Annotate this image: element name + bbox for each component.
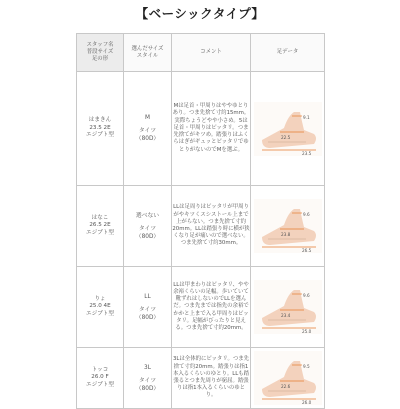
- measure-label: 9.5: [302, 364, 310, 369]
- header-size-style: 選んだサイズ スタイル: [124, 34, 172, 72]
- style-label: タイツ （80D）: [135, 128, 160, 142]
- header-comment: コメント: [172, 34, 251, 72]
- foot-measure-photo: [254, 102, 322, 156]
- size-cell: [124, 72, 172, 186]
- comment-cell: LLは甲まわりはピッタリ、やや余裕くらいの足幅。歩いていて靴ずれはしないのでLLを選んだ。つま先までは指先の余裕でかかと上まで入る甲周りはピッタリ。足幅がびったりと見える。つま先捨て寸約20mm。: [172, 267, 251, 348]
- style-label: タイツ （80D）: [135, 306, 160, 321]
- measure-label: 23.5: [301, 150, 311, 156]
- staff-cell: りょ 25.0 4E エジプト型: [77, 267, 124, 348]
- size-cell: [124, 267, 172, 348]
- measure-label: 9.1: [302, 114, 310, 120]
- header-foot-data: 足データ: [251, 34, 325, 72]
- measure-label: 23.4: [280, 313, 290, 318]
- measure-label: 23.8: [280, 232, 290, 237]
- table-row: [77, 267, 325, 348]
- comment-cell: 3Lは全体的にピッタリ。つま先捨て寸約20mm。踏張りは指1本入るくらいのゆとり。LLも踏張るとつま先周りが窮屈。踏張りは指1本入るくらいのゆとり。: [172, 348, 251, 409]
- measure-label: 9.6: [302, 212, 310, 217]
- size-comparison-table: [76, 33, 325, 409]
- foot-photo-cell: [251, 267, 325, 348]
- chosen-size: M: [144, 115, 150, 121]
- page-title: 【ベーシックタイプ】: [135, 6, 265, 21]
- style-label: タイツ （80D）: [135, 225, 160, 240]
- measure-label: 25.0: [301, 329, 311, 334]
- style-label: タイツ （80D）: [135, 377, 160, 392]
- chosen-size: 3L: [144, 364, 151, 371]
- size-cell: [124, 186, 172, 267]
- foot-measure-photo: [254, 351, 322, 405]
- foot-measure-photo: [254, 280, 322, 334]
- staff-cell: トッコ 26.0 F エジプト型: [77, 348, 124, 409]
- measure-label: 9.6: [302, 293, 310, 298]
- header-staff: スタッフ名 普段サイズ 足の形: [77, 34, 124, 72]
- table-row: [77, 72, 325, 186]
- size-cell: [124, 348, 172, 409]
- measure-label: 26.0: [301, 400, 311, 405]
- comment-cell: LLは足周りはピッタリが甲周りがやキツくスシストール上まで上がらない。つま先捨て寸約20mm。LLは踏張り時に横が狭くなり足が痛いので選べない。つま先捨て寸約30mm。: [172, 186, 251, 267]
- chosen-size: LL: [144, 293, 151, 300]
- foot-photo-cell: [251, 348, 325, 409]
- chosen-size: 選べない: [135, 212, 160, 219]
- staff-cell: はまきん 23.5 2E エジプト型: [77, 72, 124, 186]
- foot-photo-cell: [251, 186, 325, 267]
- staff-cell: はなこ 26.5 2E エジプト型: [77, 186, 124, 267]
- foot-photo-cell: [251, 72, 325, 186]
- measure-label: 22.6: [280, 384, 290, 389]
- table-header-row: [77, 34, 325, 72]
- table-row: [77, 348, 325, 409]
- measure-label: 26.5: [301, 248, 311, 253]
- foot-measure-photo: [254, 199, 322, 253]
- comment-cell: Mは足首・甲周りはややゆとりあり。つま先捨て寸約15mm。実際ちょうどやや小さめ。5は足首・甲周りはピッタリ。つま先捨てがキツめ。踏張りはふくらはぎがギュッとピッタリでゆとりがないのでMを選ぶ。: [172, 72, 251, 186]
- measure-label: 22.5: [280, 134, 290, 140]
- table-row: [77, 186, 325, 267]
